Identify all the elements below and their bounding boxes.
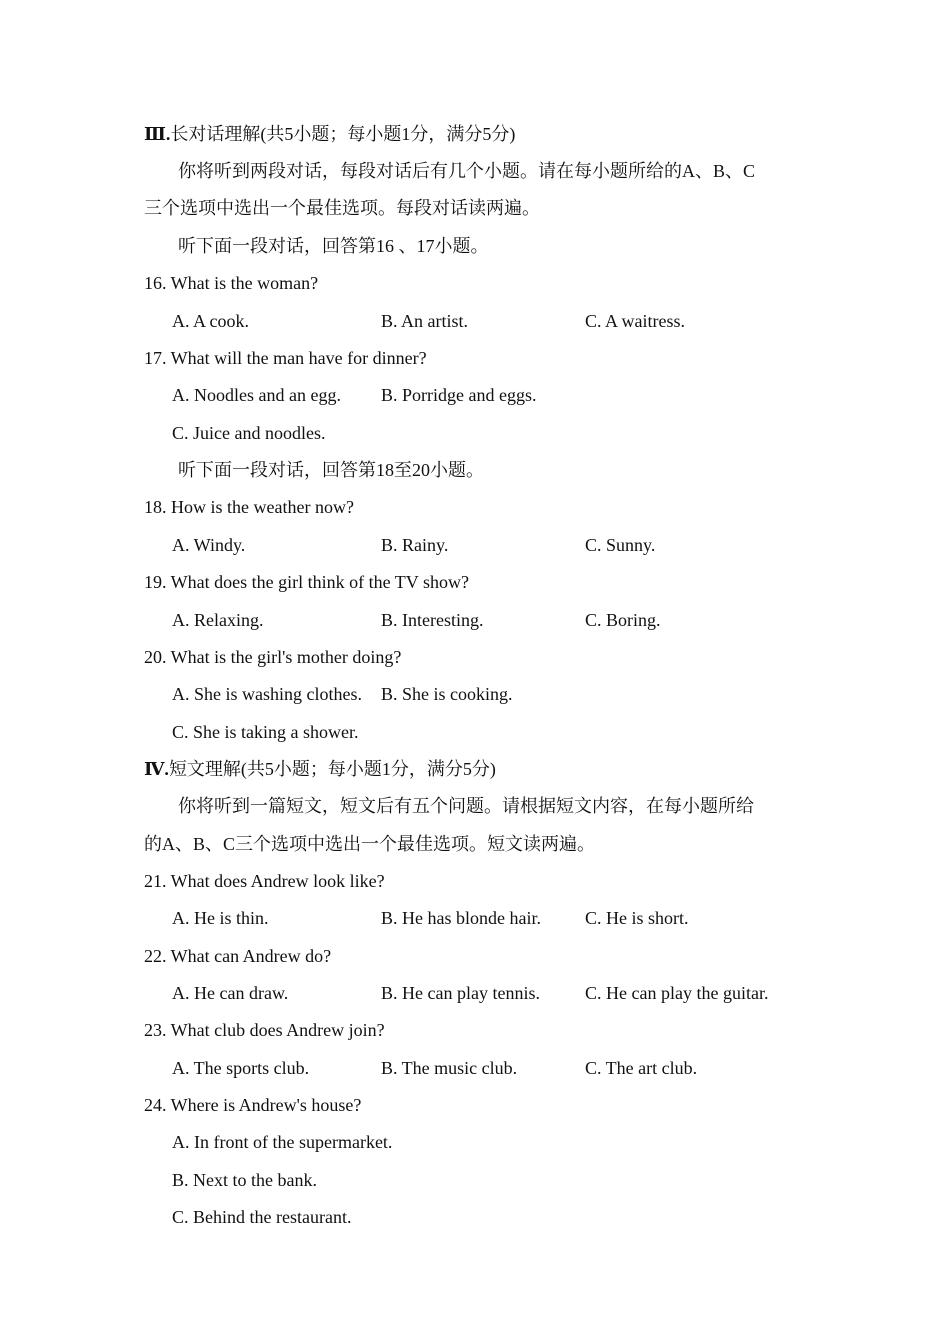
dialog-2-intro: 听下面一段对话，回答第18至20小题。 bbox=[178, 460, 484, 480]
question-18-options bbox=[172, 534, 872, 556]
question-24-option-a[interactable]: A. In front of the supermarket. bbox=[172, 1132, 393, 1152]
section-4-instruction-1: 你将听到一篇短文，短文后有五个问题。请根据短文内容，在每小题所给 bbox=[178, 796, 754, 816]
question-20-stem: 20. What is the girl's mother doing? bbox=[144, 647, 402, 667]
section-4-numeral: Ⅳ. bbox=[144, 759, 169, 779]
question-21-options bbox=[172, 907, 872, 929]
question-20-option-a[interactable]: A. She is washing clothes. bbox=[172, 684, 362, 704]
question-18-option-c[interactable]: C. Sunny. bbox=[585, 535, 656, 555]
question-17-option-a[interactable]: A. Noodles and an egg. bbox=[172, 385, 341, 405]
section-4-title: 短文理解(共5小题；每小题1分，满分5分) bbox=[168, 759, 496, 779]
question-22-option-c[interactable]: C. He can play the guitar. bbox=[585, 983, 769, 1003]
question-17-options bbox=[172, 384, 872, 406]
section-4-instruction-2: 的A、B、C三个选项中选出一个最佳选项。短文读两遍。 bbox=[144, 834, 596, 854]
section-3-heading bbox=[144, 123, 515, 145]
question-23-stem: 23. What club does Andrew join? bbox=[144, 1020, 385, 1040]
section-3-numeral: Ⅲ. bbox=[144, 124, 171, 144]
question-24-stem: 24. Where is Andrew's house? bbox=[144, 1095, 362, 1115]
question-23-options bbox=[172, 1057, 872, 1079]
question-19-stem: 19. What does the girl think of the TV show? bbox=[144, 572, 469, 592]
question-23-option-b[interactable]: B. The music club. bbox=[381, 1058, 518, 1078]
section-4-heading bbox=[144, 758, 496, 780]
question-20-option-b[interactable]: B. She is cooking. bbox=[381, 684, 513, 704]
question-19-options bbox=[172, 609, 872, 631]
question-18-option-a[interactable]: A. Windy. bbox=[172, 535, 246, 555]
question-16-option-c[interactable]: C. A waitress. bbox=[585, 311, 686, 331]
question-23-option-c[interactable]: C. The art club. bbox=[585, 1058, 698, 1078]
question-16-options bbox=[172, 310, 872, 332]
question-24-option-c[interactable]: C. Behind the restaurant. bbox=[172, 1207, 352, 1227]
question-22-option-b[interactable]: B. He can play tennis. bbox=[381, 983, 540, 1003]
question-20-option-c[interactable]: C. She is taking a shower. bbox=[172, 722, 359, 742]
question-21-stem: 21. What does Andrew look like? bbox=[144, 871, 385, 891]
question-17-option-b[interactable]: B. Porridge and eggs. bbox=[381, 385, 537, 405]
section-3-instruction-1: 你将听到两段对话，每段对话后有几个小题。请在每小题所给的A、B、C bbox=[178, 161, 756, 181]
question-17-option-c[interactable]: C. Juice and noodles. bbox=[172, 423, 326, 443]
question-17-stem: 17. What will the man have for dinner? bbox=[144, 348, 427, 368]
question-19-option-b[interactable]: B. Interesting. bbox=[381, 610, 484, 630]
question-16-option-a[interactable]: A. A cook. bbox=[172, 311, 250, 331]
question-22-options bbox=[172, 982, 872, 1004]
question-16-option-b[interactable]: B. An artist. bbox=[381, 311, 469, 331]
question-22-option-a[interactable]: A. He can draw. bbox=[172, 983, 289, 1003]
question-20-options bbox=[172, 683, 872, 705]
question-21-option-c[interactable]: C. He is short. bbox=[585, 908, 689, 928]
section-3-instruction-2: 三个选项中选出一个最佳选项。每段对话读两遍。 bbox=[144, 198, 540, 218]
question-19-option-a[interactable]: A. Relaxing. bbox=[172, 610, 264, 630]
dialog-1-intro: 听下面一段对话，回答第16 、17小题。 bbox=[178, 236, 489, 256]
question-18-stem: 18. How is the weather now? bbox=[144, 497, 354, 517]
question-21-option-a[interactable]: A. He is thin. bbox=[172, 908, 269, 928]
question-18-option-b[interactable]: B. Rainy. bbox=[381, 535, 449, 555]
question-23-option-a[interactable]: A. The sports club. bbox=[172, 1058, 310, 1078]
question-21-option-b[interactable]: B. He has blonde hair. bbox=[381, 908, 541, 928]
section-3-title: 长对话理解(共5小题；每小题1分，满分5分) bbox=[170, 124, 516, 144]
question-19-option-c[interactable]: C. Boring. bbox=[585, 610, 661, 630]
question-24-option-b[interactable]: B. Next to the bank. bbox=[172, 1170, 317, 1190]
question-16-stem: 16. What is the woman? bbox=[144, 273, 319, 293]
question-22-stem: 22. What can Andrew do? bbox=[144, 946, 332, 966]
